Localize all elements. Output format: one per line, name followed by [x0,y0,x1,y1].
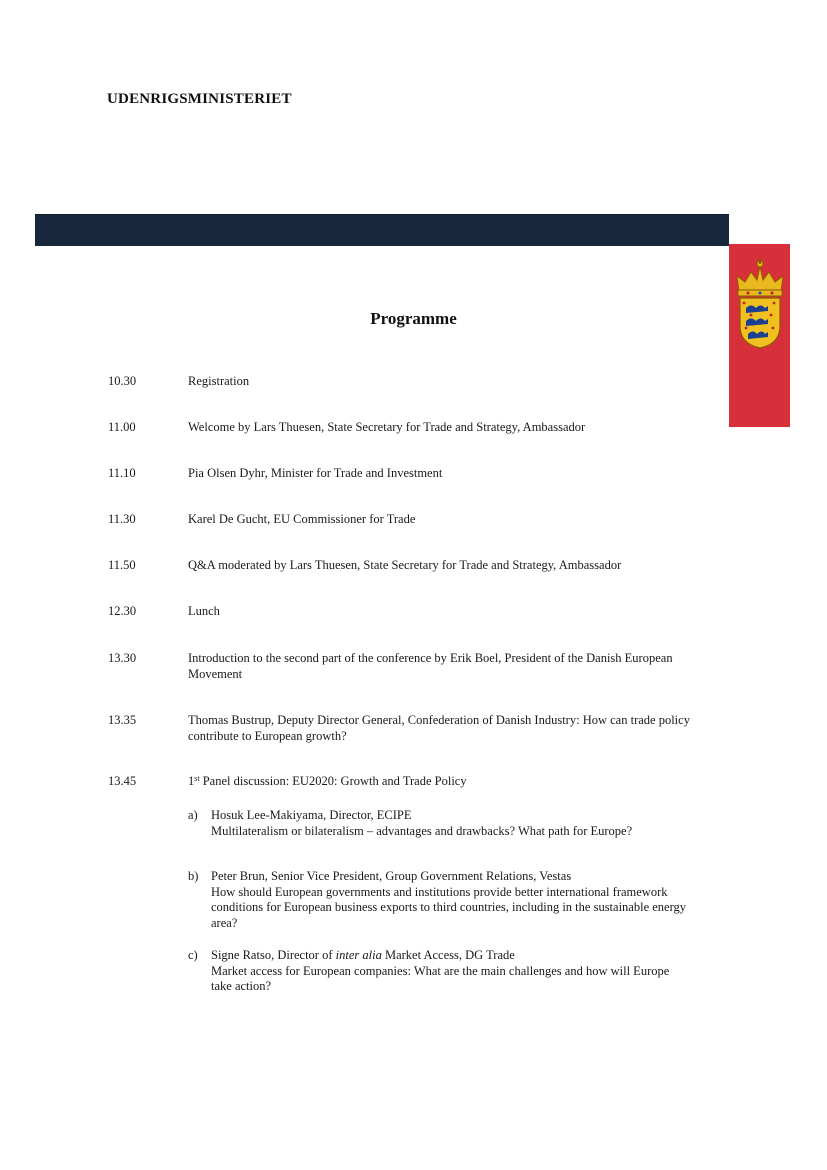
ministry-name: UDENRIGSMINISTERIET [107,91,292,107]
schedule-text: Q&A moderated by Lars Thuesen, State Secretary for Trade and Strategy, Ambassador [188,558,622,572]
schedule-time: 11.00 [108,420,136,434]
schedule-text: Introduction to the second part of the conference by Erik Boel, President of the Danish European Movement [188,651,673,681]
schedule-time: 13.30 [108,651,137,665]
schedule-time: 11.10 [108,466,136,480]
panel-item-topic: Market access for European companies: What are the main challenges and how will Europe take action? [211,963,670,993]
panel-item-topic: How should European governments and institutions provide better international framework conditions for European business exports to third countries, including in the sustainable energy area? [211,884,687,930]
schedule-text: Karel De Gucht, EU Commissioner for Trade [188,512,416,526]
schedule-text: Thomas Bustrup, Deputy Director General, Confederation of Danish Industry: How can trade policy contribute to European growth? [188,713,690,743]
schedule-time: 11.50 [108,558,136,572]
panel-heading [188,774,698,790]
panel-text: Panel discussion: EU2020: Growth and Trade Policy [202,774,467,788]
panel-item-label: c) [188,948,198,962]
header-banner [35,214,729,246]
panel-item-label: b) [188,869,199,883]
schedule-text: Lunch [188,604,220,618]
schedule-time: 10.30 [108,374,137,388]
panel-item-speaker: Signe Ratso, Director of inter alia Market Access, DG Trade [211,948,515,962]
panel-ordinal-suffix: st [194,774,200,783]
schedule-text: Welcome by Lars Thuesen, State Secretary for Trade and Strategy, Ambassador [188,420,586,434]
panel-item-label: a) [188,808,198,822]
schedule-time: 11.30 [108,512,136,526]
schedule-time: 13.35 [108,713,137,727]
schedule-time: 12.30 [108,604,137,618]
latin-phrase: inter alia [335,948,382,962]
page-title: Programme [370,309,457,328]
schedule-text: Registration [188,374,250,388]
panel-item-topic: Multilateralism or bilateralism – advantages and drawbacks? What path for Europe? [211,823,633,838]
panel-item-speaker: Peter Brun, Senior Vice President, Group Government Relations, Vestas [211,869,572,883]
panel-item-speaker: Hosuk Lee-Makiyama, Director, ECIPE [211,808,412,822]
panel-ordinal: 1 [188,774,195,788]
schedule-text: Pia Olsen Dyhr, Minister for Trade and Investment [188,466,443,480]
danish-coat-of-arms-icon [733,258,787,350]
schedule-time: 13.45 [108,774,137,788]
